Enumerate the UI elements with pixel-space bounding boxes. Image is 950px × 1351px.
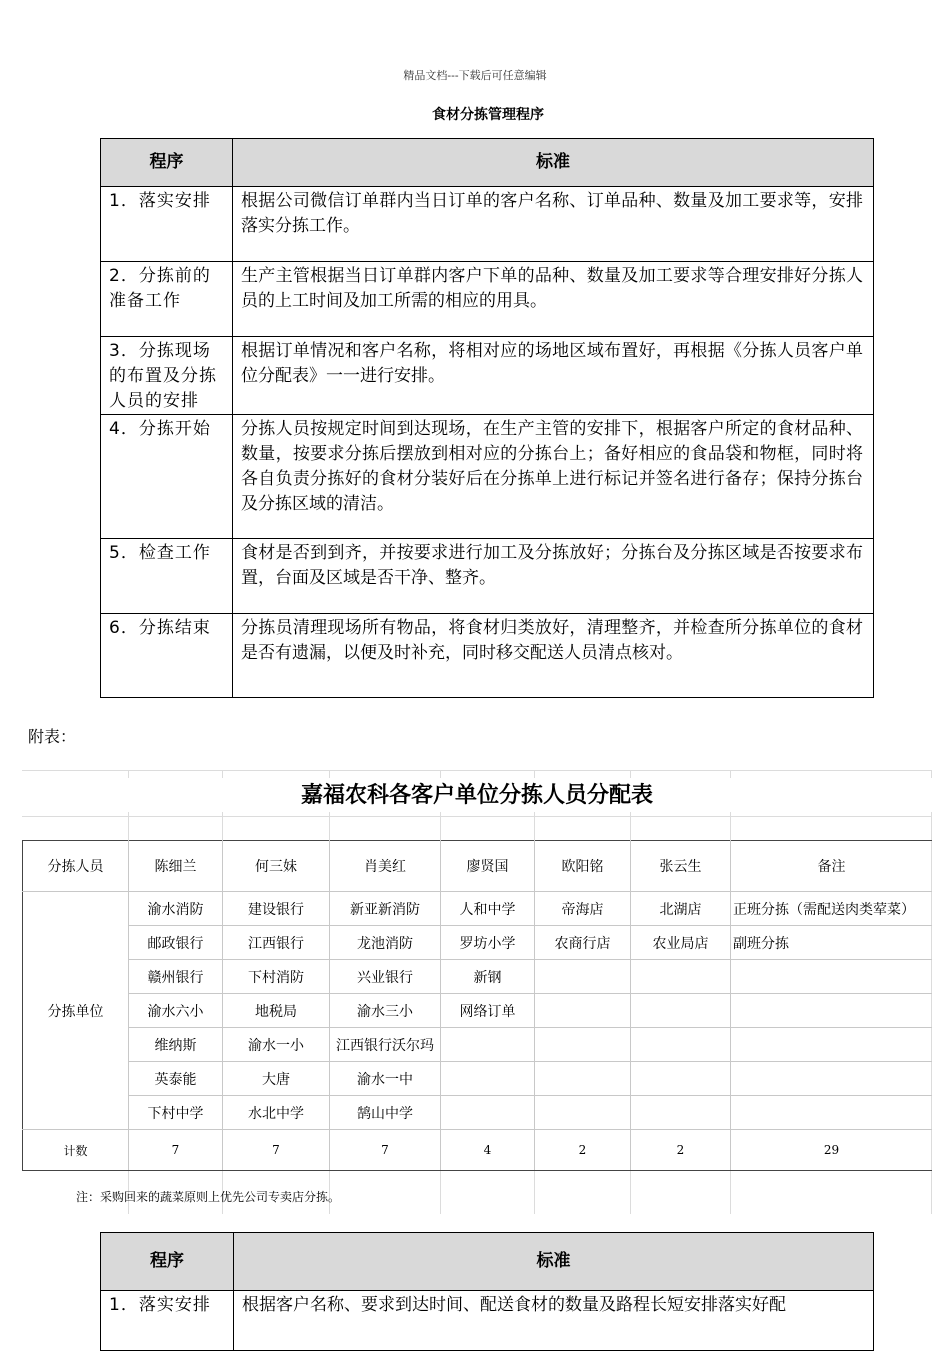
count-value: 4 bbox=[441, 1130, 535, 1171]
step-cell: 3．分拣现场的布置及分拣人员的安排 bbox=[101, 337, 233, 415]
standard-cell: 根据客户名称、要求到达时间、配送食材的数量及路程长短安排落实好配 bbox=[234, 1291, 874, 1351]
table-row bbox=[101, 614, 874, 698]
unit-cell bbox=[631, 960, 731, 994]
unit-cell bbox=[535, 1062, 631, 1096]
unit-cell: 英泰能 bbox=[129, 1062, 223, 1096]
count-value: 7 bbox=[129, 1130, 223, 1171]
step-cell: 1．落实安排 bbox=[101, 1291, 234, 1351]
remark-cell bbox=[731, 994, 933, 1028]
unit-cell bbox=[441, 1096, 535, 1130]
remark-header: 备注 bbox=[731, 841, 933, 892]
grid-line bbox=[22, 770, 932, 771]
standard-cell: 食材是否到到齐，并按要求进行加工及分拣放好；分拣台及分拣区域是否按要求布置，台面及区域是否干净、整齐。 bbox=[233, 539, 874, 614]
step-cell: 6．分拣结束 bbox=[101, 614, 233, 698]
staff-name: 欧阳铭 bbox=[535, 841, 631, 892]
table-row bbox=[101, 415, 874, 539]
count-value: 7 bbox=[223, 1130, 330, 1171]
unit-cell: 邮政银行 bbox=[129, 926, 223, 960]
remark-cell bbox=[731, 1028, 933, 1062]
unit-cell: 下村消防 bbox=[223, 960, 330, 994]
step-cell: 1．落实安排 bbox=[101, 187, 233, 262]
count-label: 计数 bbox=[23, 1130, 129, 1171]
count-total: 29 bbox=[731, 1130, 933, 1171]
table-row bbox=[101, 337, 874, 415]
column-header-standard: 标准 bbox=[233, 139, 874, 187]
staff-header-label: 分拣人员 bbox=[23, 841, 129, 892]
unit-cell: 渝水六小 bbox=[129, 994, 223, 1028]
unit-cell: 渝水一中 bbox=[330, 1062, 441, 1096]
allocation-table bbox=[22, 840, 932, 1171]
remark-cell bbox=[731, 960, 933, 994]
unit-cell: 新钢 bbox=[441, 960, 535, 994]
step-cell: 2．分拣前的准备工作 bbox=[101, 262, 233, 337]
unit-cell: 新亚新消防 bbox=[330, 892, 441, 926]
unit-cell bbox=[535, 960, 631, 994]
allocation-sheet-title: 嘉福农科各客户单位分拣人员分配表 bbox=[22, 778, 932, 812]
column-header-standard: 标准 bbox=[234, 1233, 874, 1291]
unit-cell bbox=[631, 1096, 731, 1130]
grid-line bbox=[22, 816, 932, 817]
unit-cell: 龙池消防 bbox=[330, 926, 441, 960]
unit-cell bbox=[631, 994, 731, 1028]
unit-cell: 帝海店 bbox=[535, 892, 631, 926]
table-row bbox=[23, 994, 933, 1028]
staff-name: 陈细兰 bbox=[129, 841, 223, 892]
standard-cell: 生产主管根据当日订单群内客户下单的品种、数量及加工要求等合理安排好分拣人员的上工时间及加工所需的相应的用具。 bbox=[233, 262, 874, 337]
table-row bbox=[101, 262, 874, 337]
unit-cell: 农业局店 bbox=[631, 926, 731, 960]
unit-cell: 渝水消防 bbox=[129, 892, 223, 926]
unit-cell bbox=[441, 1062, 535, 1096]
procedure-table-header bbox=[101, 139, 874, 187]
table-row bbox=[101, 539, 874, 614]
unit-cell: 渝水一小 bbox=[223, 1028, 330, 1062]
unit-cell: 罗坊小学 bbox=[441, 926, 535, 960]
remark-cell bbox=[731, 1096, 933, 1130]
standard-cell: 根据订单情况和客户名称，将相对应的场地区域布置好，再根据《分拣人员客户单位分配表》一一进行安排。 bbox=[233, 337, 874, 415]
unit-cell bbox=[535, 994, 631, 1028]
unit-cell: 人和中学 bbox=[441, 892, 535, 926]
standard-cell: 分拣人员按规定时间到达现场，在生产主管的安排下，根据客户所定的食材品种、数量，按要求分拣后摆放到相对应的分拣台上；备好相应的食品袋和物框，同时将各自负责分拣好的食材分装好后在分拣单上进行标记并签名进行备存；保持分拣台及分拣区域的清洁。 bbox=[233, 415, 874, 539]
unit-cell: 农商行店 bbox=[535, 926, 631, 960]
allocation-note: 注：采购回来的蔬菜原则上优先公司专卖店分拣。 bbox=[76, 1190, 341, 1204]
unit-cell: 地税局 bbox=[223, 994, 330, 1028]
unit-cell: 大唐 bbox=[223, 1062, 330, 1096]
procedure-table-header bbox=[101, 1233, 874, 1291]
table-row bbox=[101, 1291, 874, 1351]
step-cell: 4．分拣开始 bbox=[101, 415, 233, 539]
unit-cell: 北湖店 bbox=[631, 892, 731, 926]
unit-cell: 维纳斯 bbox=[129, 1028, 223, 1062]
unit-cell: 兴业银行 bbox=[330, 960, 441, 994]
remark-cell: 正班分拣（需配送肉类荤菜） bbox=[731, 892, 933, 926]
unit-cell bbox=[441, 1028, 535, 1062]
unit-cell bbox=[631, 1062, 731, 1096]
table-row bbox=[23, 892, 933, 926]
step-cell: 5．检查工作 bbox=[101, 539, 233, 614]
standard-cell: 根据公司微信订单群内当日订单的客户名称、订单品种、数量及加工要求等，安排落实分拣工作。 bbox=[233, 187, 874, 262]
procedure-table bbox=[100, 138, 874, 698]
unit-cell: 江西银行沃尔玛 bbox=[330, 1028, 441, 1062]
unit-cell: 建设银行 bbox=[223, 892, 330, 926]
document-title: 食材分拣管理程序 bbox=[432, 107, 544, 123]
procedure-table-continued bbox=[100, 1232, 874, 1351]
appendix-label: 附表： bbox=[28, 727, 77, 746]
staff-name: 何三妹 bbox=[223, 841, 330, 892]
count-value: 7 bbox=[330, 1130, 441, 1171]
staff-name: 肖美红 bbox=[330, 841, 441, 892]
remark-cell bbox=[731, 1062, 933, 1096]
count-value: 2 bbox=[631, 1130, 731, 1171]
table-row bbox=[23, 1028, 933, 1062]
unit-cell bbox=[535, 1096, 631, 1130]
remark-cell: 副班分拣 bbox=[731, 926, 933, 960]
staff-name: 张云生 bbox=[631, 841, 731, 892]
standard-cell: 分拣员清理现场所有物品，将食材归类放好，清理整齐，并检查所分拣单位的食材是否有遗漏，以便及时补充，同时移交配送人员清点核对。 bbox=[233, 614, 874, 698]
unit-label: 分拣单位 bbox=[23, 892, 129, 1130]
table-row bbox=[101, 187, 874, 262]
unit-cell: 赣州银行 bbox=[129, 960, 223, 994]
unit-cell bbox=[535, 1028, 631, 1062]
unit-cell: 网络订单 bbox=[441, 994, 535, 1028]
count-row bbox=[23, 1130, 933, 1171]
unit-cell: 水北中学 bbox=[223, 1096, 330, 1130]
unit-cell: 下村中学 bbox=[129, 1096, 223, 1130]
count-value: 2 bbox=[535, 1130, 631, 1171]
header-watermark: 精品文档---下载后可任意编辑 bbox=[403, 69, 547, 82]
table-row bbox=[23, 1096, 933, 1130]
table-row bbox=[23, 926, 933, 960]
column-header-step: 程序 bbox=[101, 139, 233, 187]
column-header-step: 程序 bbox=[101, 1233, 234, 1291]
table-row bbox=[23, 1062, 933, 1096]
table-row bbox=[23, 960, 933, 994]
allocation-header-row bbox=[23, 841, 933, 892]
allocation-sheet bbox=[22, 770, 932, 1214]
unit-cell: 江西银行 bbox=[223, 926, 330, 960]
staff-name: 廖贤国 bbox=[441, 841, 535, 892]
unit-cell bbox=[631, 1028, 731, 1062]
unit-cell: 渝水三小 bbox=[330, 994, 441, 1028]
unit-cell: 鹄山中学 bbox=[330, 1096, 441, 1130]
